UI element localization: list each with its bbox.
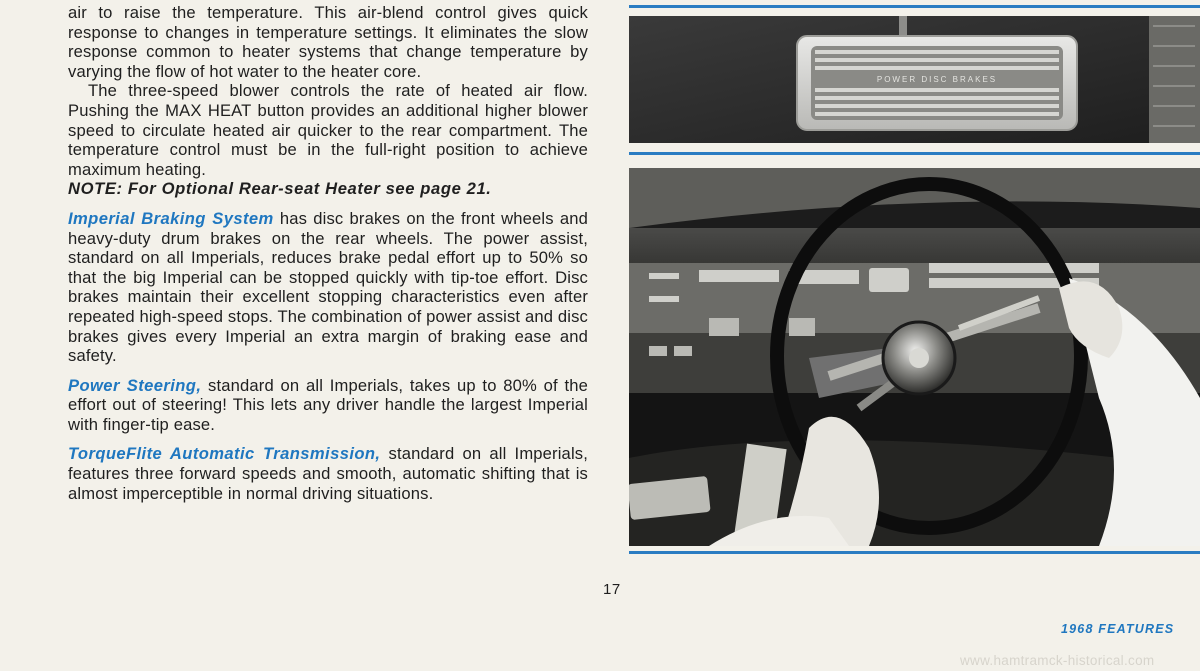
braking-body: has disc brakes on the front wheels and heavy-duty drum brakes on the rear wheels. The power assist, standard on all Imperials, reduces brake pedal effort up to 50% so that the big Imperial can be stopped quickly with tip-toe effort. Disc brakes maintain their excellent stopping characteristics even after repeated high-speed stops. The combination of power assist and disc brakes gives every Imperial an extra margin of braking ease and safety. — [68, 208, 588, 366]
top-rule — [629, 5, 1200, 8]
footer-section-label: 1968 FEATURES — [1061, 622, 1175, 636]
bottom-rule — [629, 551, 1200, 554]
heading-power-steering: Power Steering, — [68, 375, 202, 395]
heading-transmission: TorqueFlite Automatic Transmission, — [68, 444, 381, 464]
paragraph-heater-blend: air to raise the temperature. This air-blend control gives quick response to changes in temperature settings. It eliminates the slow response common to heater systems that change temperature by varying the flow of hot water to the heater core. — [68, 3, 588, 81]
brake-pedal-photo — [629, 16, 1200, 143]
pedal-label: POWER DISC BRAKES — [876, 75, 998, 84]
article-text — [68, 3, 588, 503]
heading-braking-system: Imperial Braking System — [68, 208, 274, 228]
dashboard-photo — [629, 168, 1200, 546]
transmission-body: standard on all Imperials, features three forward speeds and smooth, automatic shifting that is almost imperceptible in normal driving situations. — [68, 444, 588, 503]
paragraph-blower: The three-speed blower controls the rate of heated air flow. Pushing the MAX HEAT button provides an additional higher blower speed to circulate heated air quicker to the rear compartment. The temperature control must be in the full-right position to achieve maximum heating. — [68, 81, 588, 179]
paragraph-braking — [68, 209, 588, 366]
page-number: 17 — [603, 581, 621, 598]
middle-rule — [629, 152, 1200, 155]
note-rear-heater: NOTE: For Optional Rear-seat Heater see page 21. — [68, 179, 492, 199]
paragraph-power-steering — [68, 376, 588, 435]
steering-body: standard on all Imperials, takes up to 80% of the effort out of steering! This lets any driver handle the largest Imperial with finger-tip ease. — [68, 375, 588, 434]
paragraph-transmission — [68, 444, 588, 503]
watermark: www.hamtramck-historical.com — [960, 653, 1155, 668]
